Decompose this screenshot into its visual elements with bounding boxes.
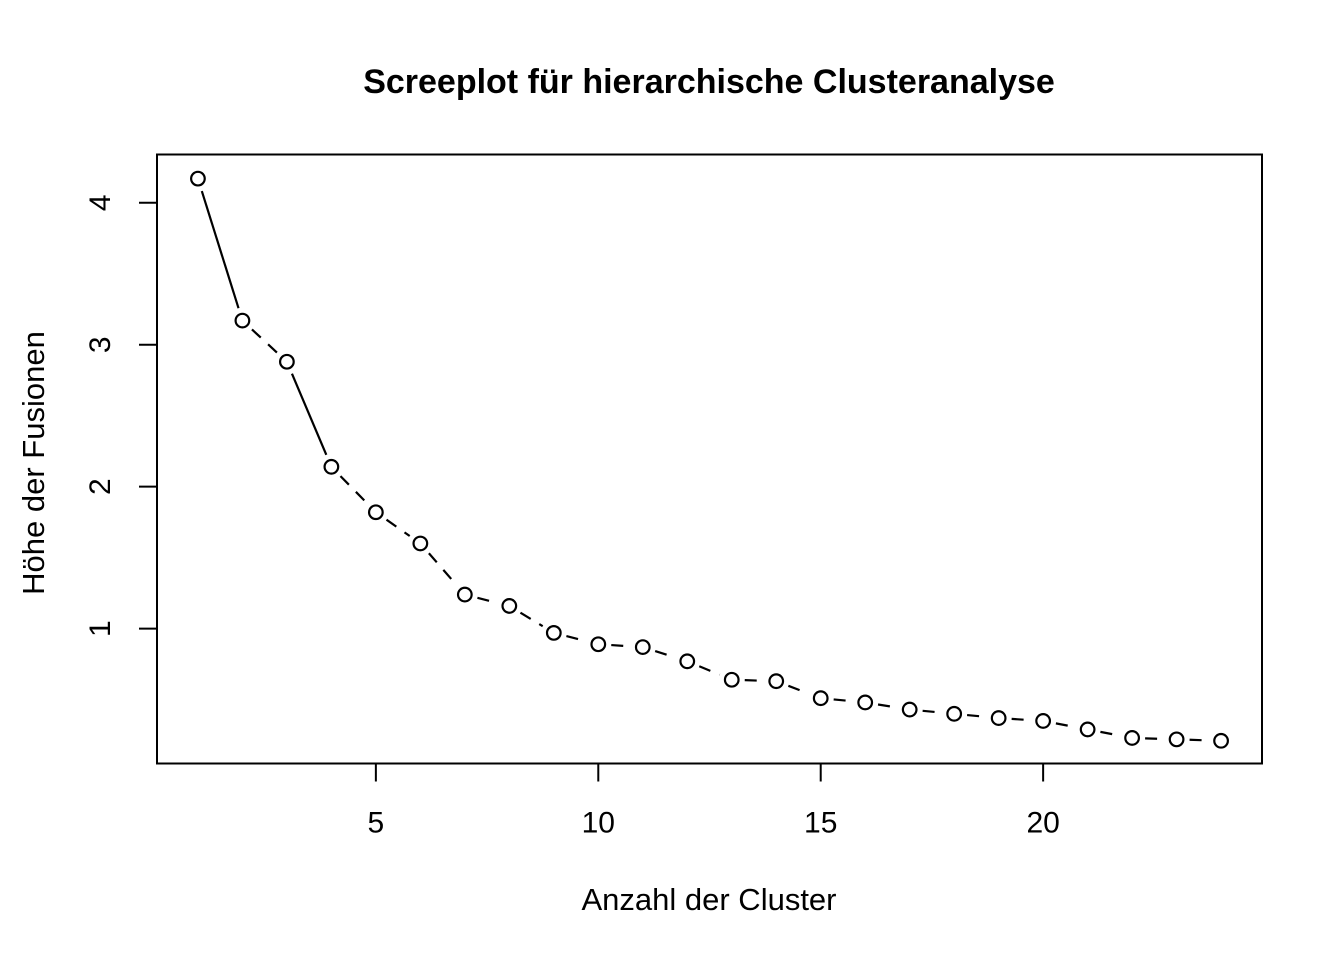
data-point-marker xyxy=(458,588,472,602)
y-tick-label: 4 xyxy=(84,194,117,212)
data-point-marker xyxy=(1125,731,1139,745)
x-axis-label: Anzahl der Cluster xyxy=(581,882,837,917)
data-point-marker xyxy=(503,599,517,613)
data-point-marker xyxy=(636,640,650,654)
data-point-marker xyxy=(280,355,294,369)
data-point-marker xyxy=(1081,723,1095,737)
data-point-marker xyxy=(325,460,339,474)
data-point-marker xyxy=(769,674,783,688)
x-tick-label: 10 xyxy=(581,806,615,840)
data-point-marker xyxy=(903,703,917,717)
data-point-marker xyxy=(680,654,694,668)
y-tick-label: 1 xyxy=(84,620,117,637)
chart-title: Screeplot für hierarchische Clusteranalyse xyxy=(363,63,1055,101)
data-point-marker xyxy=(947,707,961,721)
y-tick-label: 2 xyxy=(84,478,117,496)
data-point-marker xyxy=(414,537,428,551)
data-point-marker xyxy=(725,673,739,687)
data-point-marker xyxy=(236,314,250,328)
data-point-marker xyxy=(1214,734,1228,748)
data-point-marker xyxy=(1036,714,1050,728)
data-point-marker xyxy=(591,637,605,651)
y-tick-label: 3 xyxy=(84,336,117,354)
data-point-marker xyxy=(858,696,872,710)
data-point-marker xyxy=(369,505,383,519)
data-point-marker xyxy=(1170,733,1184,747)
x-tick-label: 20 xyxy=(1026,806,1060,840)
x-tick-label: 15 xyxy=(804,806,838,840)
data-point-marker xyxy=(814,691,828,705)
data-point-marker xyxy=(191,172,205,186)
data-point-marker xyxy=(992,711,1006,725)
x-tick-label: 5 xyxy=(367,806,385,840)
y-axis-label: Höhe der Fusionen xyxy=(16,331,51,595)
data-point-marker xyxy=(547,626,561,640)
